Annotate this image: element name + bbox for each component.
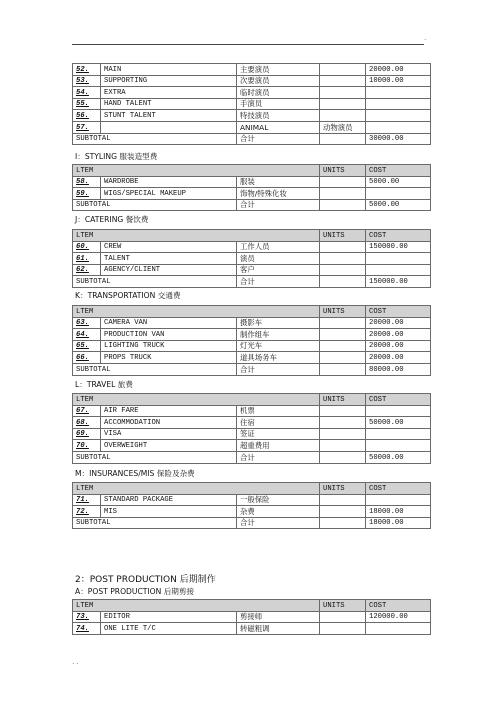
item-name — [101, 121, 237, 133]
table-row — [73, 98, 431, 110]
item-name-zh: 手演员 — [237, 98, 320, 110]
units-cell — [320, 199, 366, 211]
item-name-zh: 剪接师 — [237, 611, 320, 623]
subtotal-label: SUBTOTAL — [73, 276, 237, 288]
section-title: I：STYLING 服装造型费 — [75, 152, 158, 161]
item-number: 60. — [73, 241, 101, 253]
units-cell — [320, 363, 366, 375]
item-name-zh: 道具场务车 — [237, 352, 320, 364]
units-cell — [320, 451, 366, 463]
units-cell — [320, 611, 366, 623]
table-row — [73, 110, 431, 122]
cost-cell: 150000.00 — [366, 241, 431, 253]
section-title: M：INSURANCES/MIS 保险及杂费 — [75, 469, 195, 478]
units-cell — [320, 75, 366, 87]
subtotal-label-zh: 合计 — [237, 276, 320, 288]
footer-mark: · · — [72, 660, 79, 668]
item-number: 63. — [73, 317, 101, 329]
cost-cell — [366, 188, 431, 200]
budget-table — [72, 305, 431, 376]
header-mark: · — [424, 36, 427, 44]
column-header-cost: COST — [366, 230, 431, 242]
column-header-units: UNITS — [320, 306, 366, 318]
subtotal-cost: 5000.00 — [366, 199, 431, 211]
table-row — [73, 64, 431, 76]
cost-cell: 10000.00 — [366, 75, 431, 87]
units-cell — [320, 110, 366, 122]
column-header-units: UNITS — [320, 230, 366, 242]
cost-cell: 20000.00 — [366, 329, 431, 341]
item-name-zh: 制作组车 — [237, 329, 320, 341]
item-number: 58. — [73, 176, 101, 188]
item-name-zh: 超重费用 — [237, 440, 320, 452]
item-number: 71. — [73, 494, 101, 506]
item-name: TALENT — [101, 253, 237, 265]
subtotal-label: SUBTOTAL — [73, 517, 237, 529]
item-number: 57. — [73, 121, 101, 133]
subtotal-row — [73, 451, 431, 463]
cost-cell: 18000.00 — [366, 506, 431, 518]
cost-cell — [366, 623, 431, 635]
item-name-zh: 客户 — [237, 264, 320, 276]
units-cell — [320, 176, 366, 188]
item-name: HAND TALENT — [101, 98, 237, 110]
section-title: L：TRAVEL 旅费 — [75, 380, 133, 389]
column-header-units: UNITS — [320, 394, 366, 406]
subtotal-label: SUBTOTAL — [73, 133, 237, 145]
column-header-cost: COST — [366, 306, 431, 318]
section-title: A：POST PRODUCTION 后期剪接 — [75, 587, 195, 596]
item-name: MIS — [101, 506, 237, 518]
item-number: 66. — [73, 352, 101, 364]
item-name: EXTRA — [101, 87, 237, 99]
subtotal-label-zh: 合计 — [237, 451, 320, 463]
table-row — [73, 340, 431, 352]
cost-cell — [366, 428, 431, 440]
item-number: 73. — [73, 611, 101, 623]
column-header-units: UNITS — [320, 165, 366, 177]
header-rule — [72, 44, 424, 45]
cost-cell: 20000.00 — [366, 352, 431, 364]
item-number: 67. — [73, 405, 101, 417]
subtotal-row — [73, 133, 431, 145]
item-name-zh: 主要演员 — [237, 64, 320, 76]
item-name: PRODUCTION VAN — [101, 329, 237, 341]
table-row — [73, 264, 431, 276]
item-number: 54. — [73, 87, 101, 99]
subtotal-row — [73, 276, 431, 288]
table-row — [73, 253, 431, 265]
item-name-zh: 临时演员 — [237, 87, 320, 99]
item-number: 68. — [73, 417, 101, 429]
cost-cell — [366, 98, 431, 110]
cost-cell — [366, 405, 431, 417]
item-name-zh: 机票 — [237, 405, 320, 417]
item-name: WIGS/SPECIAL MAKEUP — [101, 188, 237, 200]
item-name: CAMERA VAN — [101, 317, 237, 329]
column-header-cost: COST — [366, 165, 431, 177]
item-name-zh: ANIMAL — [237, 121, 320, 133]
item-number: 69. — [73, 428, 101, 440]
cost-cell: 20000.00 — [366, 64, 431, 76]
subtotal-cost: 50000.00 — [366, 451, 431, 463]
table-row — [73, 87, 431, 99]
column-header-cost: COST — [366, 483, 431, 495]
item-name-zh: 次要演员 — [237, 75, 320, 87]
item-name-zh: 饰物/特殊化妆 — [237, 188, 320, 200]
table-row — [73, 352, 431, 364]
item-name: STANDARD PACKAGE — [101, 494, 237, 506]
subtotal-label: SUBTOTAL — [73, 363, 237, 375]
column-header-units: UNITS — [320, 483, 366, 495]
table-row — [73, 506, 431, 518]
item-name: LIGHTING TRUCK — [101, 340, 237, 352]
item-name: OVERWEIGHT — [101, 440, 237, 452]
item-number: 74. — [73, 623, 101, 635]
item-number: 56. — [73, 110, 101, 122]
column-header-item: LTEM — [73, 306, 320, 318]
cost-cell — [366, 494, 431, 506]
units-cell — [320, 87, 366, 99]
column-header-item: LTEM — [73, 165, 320, 177]
item-number: 64. — [73, 329, 101, 341]
item-number: 61. — [73, 253, 101, 265]
subtotal-cost: 80000.00 — [366, 363, 431, 375]
item-name: EDITOR — [101, 611, 237, 623]
subtotal-label-zh: 合计 — [237, 363, 320, 375]
units-cell — [320, 340, 366, 352]
units-cell — [320, 133, 366, 145]
subtotal-label: SUBTOTAL — [73, 199, 237, 211]
subtotal-cost: 30000.00 — [366, 133, 431, 145]
item-number: 62. — [73, 264, 101, 276]
units-cell — [320, 506, 366, 518]
item-name: MAIN — [101, 64, 237, 76]
table-row — [73, 428, 431, 440]
section-heading: 2：POST PRODUCTION 后期制作 — [75, 575, 216, 585]
item-name: STUNT TALENT — [101, 110, 237, 122]
units-cell — [320, 405, 366, 417]
units-cell — [320, 98, 366, 110]
units-cell — [320, 317, 366, 329]
item-name-zh: 一般保险 — [237, 494, 320, 506]
cost-cell: 5000.00 — [366, 176, 431, 188]
subtotal-cost: 150000.00 — [366, 276, 431, 288]
budget-table — [72, 63, 431, 145]
item-name: AIR FARE — [101, 405, 237, 417]
cost-cell — [366, 264, 431, 276]
item-name: WARDROBE — [101, 176, 237, 188]
units-cell — [320, 428, 366, 440]
subtotal-label-zh: 合计 — [237, 199, 320, 211]
section-title: K：TRANSPORTATION 交通费 — [75, 291, 181, 300]
item-name-zh: 服装 — [237, 176, 320, 188]
column-header-item: LTEM — [73, 394, 320, 406]
table-row — [73, 440, 431, 452]
item-name: ACCOMMODATION — [101, 417, 237, 429]
item-name-zh: 工作人员 — [237, 241, 320, 253]
budget-table — [72, 599, 431, 635]
item-number: 53. — [73, 75, 101, 87]
budget-table — [72, 482, 431, 529]
units-cell — [320, 188, 366, 200]
table-header-row — [73, 165, 431, 177]
table-row — [73, 329, 431, 341]
table-row — [73, 623, 431, 635]
item-name: ONE LITE T/C — [101, 623, 237, 635]
table-header-row — [73, 394, 431, 406]
cost-cell — [366, 110, 431, 122]
subtotal-label-zh: 合计 — [237, 133, 320, 145]
item-number: 55. — [73, 98, 101, 110]
item-name: VISA — [101, 428, 237, 440]
units-cell — [320, 276, 366, 288]
units-cell — [320, 241, 366, 253]
item-name-zh: 演员 — [237, 253, 320, 265]
cost-cell: 120000.00 — [366, 611, 431, 623]
units-cell — [320, 264, 366, 276]
table-row — [73, 241, 431, 253]
column-header-cost: COST — [366, 600, 431, 612]
cost-cell: 50000.00 — [366, 417, 431, 429]
budget-table — [72, 393, 431, 464]
item-name-zh: 住宿 — [237, 417, 320, 429]
item-number: 52. — [73, 64, 101, 76]
cost-cell: 20000.00 — [366, 317, 431, 329]
units-cell — [320, 440, 366, 452]
table-header-row — [73, 600, 431, 612]
units-cell — [320, 623, 366, 635]
item-name: AGENCY/CLIENT — [101, 264, 237, 276]
column-header-item: LTEM — [73, 483, 320, 495]
table-row — [73, 176, 431, 188]
item-name-zh: 灯光车 — [237, 340, 320, 352]
item-name-zh: 杂费 — [237, 506, 320, 518]
units-cell — [320, 253, 366, 265]
units-cell — [320, 494, 366, 506]
table-header-row — [73, 483, 431, 495]
table-header-row — [73, 306, 431, 318]
item-number: 59. — [73, 188, 101, 200]
subtotal-cost: 18000.00 — [366, 517, 431, 529]
units-cell — [320, 329, 366, 341]
cost-cell: 20000.00 — [366, 340, 431, 352]
item-name-zh: 签证 — [237, 428, 320, 440]
item-name-zh: 转磁粗调 — [237, 623, 320, 635]
table-row — [73, 417, 431, 429]
item-number: 70. — [73, 440, 101, 452]
subtotal-label: SUBTOTAL — [73, 451, 237, 463]
units-cell: 动物演员 — [320, 121, 366, 133]
table-row — [73, 611, 431, 623]
subtotal-label-zh: 合计 — [237, 517, 320, 529]
item-name-zh: 摄影车 — [237, 317, 320, 329]
units-cell — [320, 64, 366, 76]
item-number: 65. — [73, 340, 101, 352]
table-row — [73, 188, 431, 200]
section-title: J：CATERING 餐饮费 — [75, 215, 149, 224]
table-row — [73, 75, 431, 87]
table-row — [73, 317, 431, 329]
table-header-row — [73, 230, 431, 242]
item-name-zh: 特技演员 — [237, 110, 320, 122]
item-number: 72. — [73, 506, 101, 518]
units-cell — [320, 517, 366, 529]
table-row — [73, 494, 431, 506]
subtotal-row — [73, 199, 431, 211]
item-name: SUPPORTING — [101, 75, 237, 87]
subtotal-row — [73, 517, 431, 529]
budget-table — [72, 229, 431, 288]
column-header-item: LTEM — [73, 230, 320, 242]
units-cell — [320, 417, 366, 429]
column-header-item: LTEM — [73, 600, 320, 612]
column-header-cost: COST — [366, 394, 431, 406]
cost-cell — [366, 253, 431, 265]
units-cell — [320, 352, 366, 364]
column-header-units: UNITS — [320, 600, 366, 612]
cost-cell — [366, 87, 431, 99]
cost-cell — [366, 121, 431, 133]
table-row — [73, 121, 431, 133]
item-name: CREW — [101, 241, 237, 253]
cost-cell — [366, 440, 431, 452]
table-row — [73, 405, 431, 417]
item-name: PROPS TRUCK — [101, 352, 237, 364]
subtotal-row — [73, 363, 431, 375]
budget-table — [72, 164, 431, 211]
